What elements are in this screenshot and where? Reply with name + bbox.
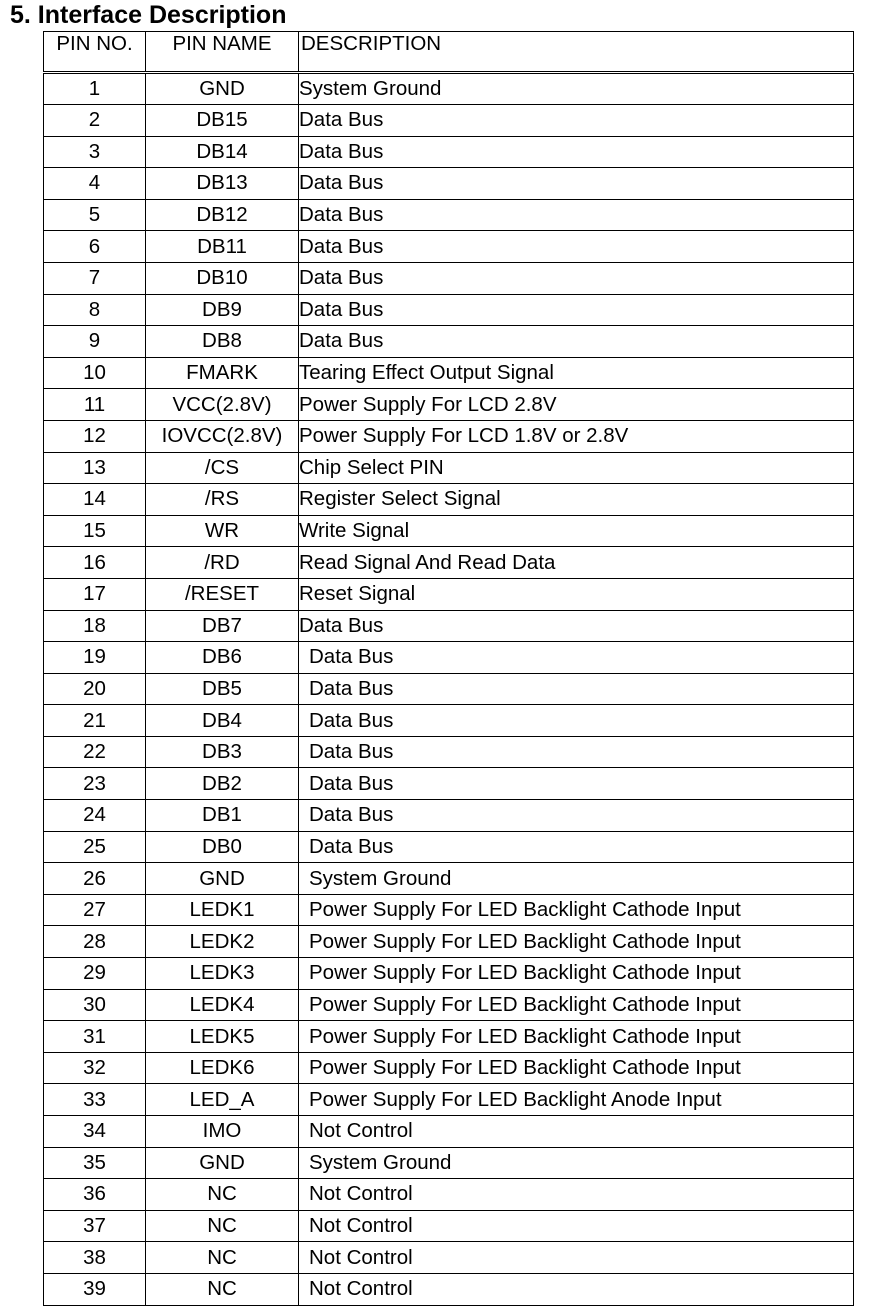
pin-name: IMO: [146, 1116, 299, 1148]
header-pin-no: PIN NO.: [44, 32, 146, 73]
pin-number: 3: [44, 136, 146, 168]
pin-number: 33: [44, 1084, 146, 1116]
pin-name: /RD: [146, 547, 299, 579]
pin-number: 29: [44, 958, 146, 990]
pin-name: VCC(2.8V): [146, 389, 299, 421]
pin-name: LEDK1: [146, 894, 299, 926]
pin-description: Not Control: [299, 1210, 854, 1242]
table-row: [44, 389, 854, 421]
pin-name: DB9: [146, 294, 299, 326]
pin-description: Power Supply For LED Backlight Anode Input: [299, 1084, 854, 1116]
pin-name: DB7: [146, 610, 299, 642]
pin-table: [43, 31, 854, 1306]
pin-name: DB0: [146, 831, 299, 863]
table-row: [44, 1242, 854, 1274]
table-row: [44, 673, 854, 705]
pin-number: 28: [44, 926, 146, 958]
pin-number: 18: [44, 610, 146, 642]
pin-description: Data Bus: [299, 168, 854, 200]
pin-number: 4: [44, 168, 146, 200]
pin-number: 6: [44, 231, 146, 263]
table-row: [44, 1052, 854, 1084]
pin-description: Reset Signal: [299, 578, 854, 610]
pin-name: DB13: [146, 168, 299, 200]
table-row: [44, 1084, 854, 1116]
pin-number: 15: [44, 515, 146, 547]
pin-name: LEDK5: [146, 1021, 299, 1053]
pin-number: 22: [44, 736, 146, 768]
pin-description: Data Bus: [299, 610, 854, 642]
table-row: [44, 578, 854, 610]
pin-description: Data Bus: [299, 705, 854, 737]
pin-number: 21: [44, 705, 146, 737]
pin-description: Power Supply For LED Backlight Cathode Input: [299, 989, 854, 1021]
pin-name: DB15: [146, 105, 299, 137]
table-row: [44, 705, 854, 737]
pin-number: 13: [44, 452, 146, 484]
table-row: [44, 357, 854, 389]
pin-description: Not Control: [299, 1273, 854, 1305]
table-row: [44, 768, 854, 800]
table-row: [44, 1179, 854, 1211]
pin-number: 26: [44, 863, 146, 895]
pin-description: Read Signal And Read Data: [299, 547, 854, 579]
pin-description: Data Bus: [299, 673, 854, 705]
pin-table-body: [44, 73, 854, 1306]
pin-number: 36: [44, 1179, 146, 1211]
pin-number: 20: [44, 673, 146, 705]
pin-number: 27: [44, 894, 146, 926]
table-row: [44, 105, 854, 137]
table-row: [44, 926, 854, 958]
header-pin-name: PIN NAME: [146, 32, 299, 73]
pin-description: System Ground: [299, 73, 854, 105]
table-row: [44, 326, 854, 358]
pin-description: Data Bus: [299, 736, 854, 768]
pin-description: Data Bus: [299, 768, 854, 800]
table-row: [44, 136, 854, 168]
pin-name: DB1: [146, 800, 299, 832]
pin-description: Data Bus: [299, 136, 854, 168]
pin-name: /RESET: [146, 578, 299, 610]
header-description: DESCRIPTION: [299, 32, 854, 73]
pin-name: WR: [146, 515, 299, 547]
pin-name: DB12: [146, 199, 299, 231]
table-row: [44, 1210, 854, 1242]
table-row: [44, 1273, 854, 1305]
pin-description: Data Bus: [299, 831, 854, 863]
table-row: [44, 736, 854, 768]
pin-number: 24: [44, 800, 146, 832]
pin-number: 30: [44, 989, 146, 1021]
pin-description: Data Bus: [299, 326, 854, 358]
table-row: [44, 863, 854, 895]
table-row: [44, 1147, 854, 1179]
pin-name: LEDK2: [146, 926, 299, 958]
section-title: 5. Interface Description: [10, 1, 287, 29]
pin-description: Power Supply For LCD 2.8V: [299, 389, 854, 421]
pin-description: Tearing Effect Output Signal: [299, 357, 854, 389]
pin-name: LEDK3: [146, 958, 299, 990]
pin-description: Not Control: [299, 1179, 854, 1211]
pin-number: 8: [44, 294, 146, 326]
pin-number: 19: [44, 642, 146, 674]
pin-name: LED_A: [146, 1084, 299, 1116]
pin-number: 17: [44, 578, 146, 610]
pin-number: 23: [44, 768, 146, 800]
pin-name: DB5: [146, 673, 299, 705]
pin-description: System Ground: [299, 1147, 854, 1179]
pin-number: 37: [44, 1210, 146, 1242]
pin-name: NC: [146, 1210, 299, 1242]
pin-number: 11: [44, 389, 146, 421]
pin-name: GND: [146, 863, 299, 895]
pin-name: LEDK4: [146, 989, 299, 1021]
pin-number: 7: [44, 262, 146, 294]
pin-description: Data Bus: [299, 199, 854, 231]
table-row: [44, 515, 854, 547]
pin-number: 9: [44, 326, 146, 358]
table-row: [44, 231, 854, 263]
pin-description: Data Bus: [299, 105, 854, 137]
pin-description: Write Signal: [299, 515, 854, 547]
pin-description: Not Control: [299, 1116, 854, 1148]
table-row: [44, 989, 854, 1021]
table-row: [44, 642, 854, 674]
pin-description: Power Supply For LED Backlight Cathode Input: [299, 926, 854, 958]
pin-name: NC: [146, 1179, 299, 1211]
pin-number: 1: [44, 73, 146, 105]
pin-name: NC: [146, 1242, 299, 1274]
pin-name: DB8: [146, 326, 299, 358]
pin-number: 12: [44, 420, 146, 452]
pin-description: Power Supply For LED Backlight Cathode Input: [299, 1021, 854, 1053]
pin-name: NC: [146, 1273, 299, 1305]
pin-number: 35: [44, 1147, 146, 1179]
pin-number: 38: [44, 1242, 146, 1274]
pin-number: 14: [44, 484, 146, 516]
pin-number: 25: [44, 831, 146, 863]
pin-name: DB3: [146, 736, 299, 768]
table-header-row: [44, 32, 854, 73]
table-row: [44, 547, 854, 579]
table-row: [44, 73, 854, 105]
pin-name: DB2: [146, 768, 299, 800]
pin-name: GND: [146, 73, 299, 105]
pin-description: Register Select Signal: [299, 484, 854, 516]
pin-name: IOVCC(2.8V): [146, 420, 299, 452]
pin-name: DB6: [146, 642, 299, 674]
pin-description: Data Bus: [299, 800, 854, 832]
pin-name: /RS: [146, 484, 299, 516]
pin-name: GND: [146, 1147, 299, 1179]
pin-description: Data Bus: [299, 642, 854, 674]
table-row: [44, 831, 854, 863]
pin-description: Power Supply For LCD 1.8V or 2.8V: [299, 420, 854, 452]
pin-description: Data Bus: [299, 262, 854, 294]
table-row: [44, 168, 854, 200]
table-row: [44, 894, 854, 926]
pin-name: DB11: [146, 231, 299, 263]
pin-number: 31: [44, 1021, 146, 1053]
pin-name: LEDK6: [146, 1052, 299, 1084]
table-row: [44, 420, 854, 452]
pin-description: Data Bus: [299, 294, 854, 326]
pin-name: DB10: [146, 262, 299, 294]
table-row: [44, 800, 854, 832]
table-row: [44, 294, 854, 326]
pin-description: Power Supply For LED Backlight Cathode Input: [299, 894, 854, 926]
table-row: [44, 610, 854, 642]
pin-name: DB14: [146, 136, 299, 168]
table-row: [44, 1116, 854, 1148]
pin-description: Not Control: [299, 1242, 854, 1274]
pin-name: /CS: [146, 452, 299, 484]
table-row: [44, 452, 854, 484]
pin-name: DB4: [146, 705, 299, 737]
table-row: [44, 199, 854, 231]
pin-number: 5: [44, 199, 146, 231]
pin-description: Chip Select PIN: [299, 452, 854, 484]
pin-description: Power Supply For LED Backlight Cathode Input: [299, 958, 854, 990]
table-row: [44, 262, 854, 294]
table-row: [44, 484, 854, 516]
table-row: [44, 1021, 854, 1053]
pin-number: 32: [44, 1052, 146, 1084]
pin-number: 39: [44, 1273, 146, 1305]
pin-number: 10: [44, 357, 146, 389]
pin-name: FMARK: [146, 357, 299, 389]
pin-number: 34: [44, 1116, 146, 1148]
pin-description: Power Supply For LED Backlight Cathode Input: [299, 1052, 854, 1084]
pin-description: Data Bus: [299, 231, 854, 263]
table-row: [44, 958, 854, 990]
pin-description: System Ground: [299, 863, 854, 895]
pin-number: 16: [44, 547, 146, 579]
pin-number: 2: [44, 105, 146, 137]
